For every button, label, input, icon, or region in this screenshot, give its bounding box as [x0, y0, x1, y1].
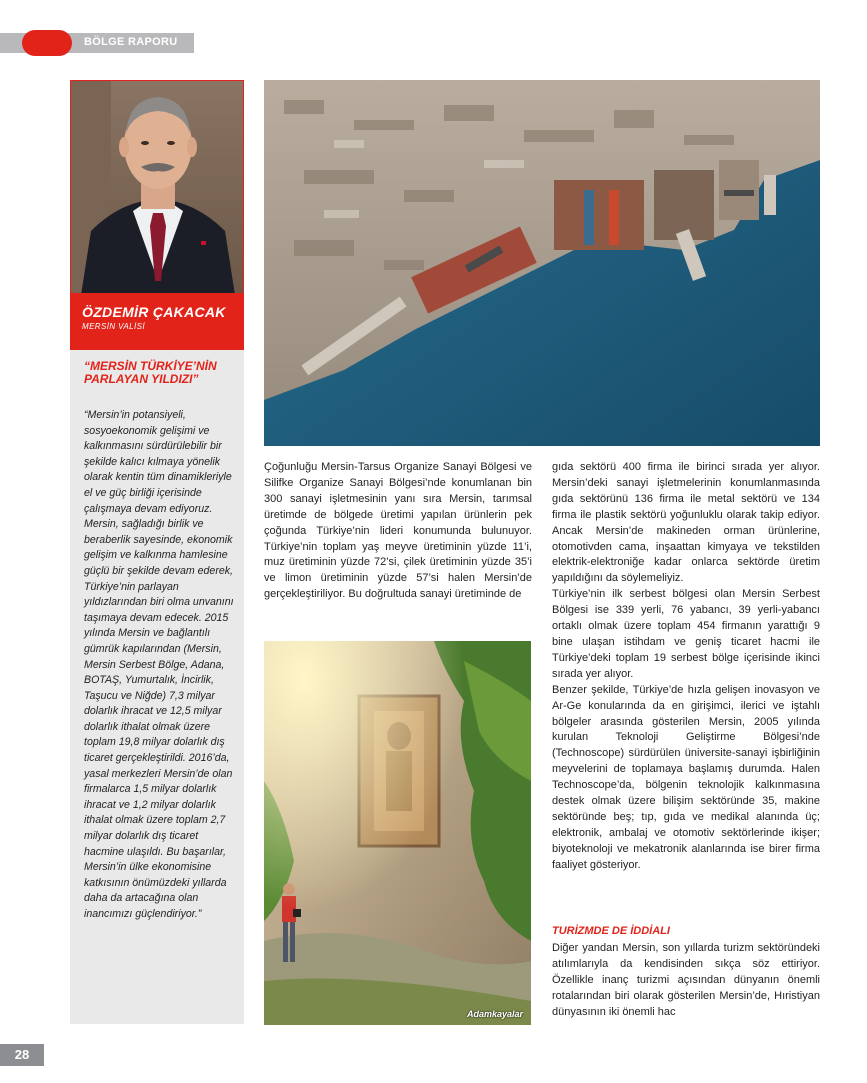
article-paragraph: Diğer yandan Mersin, son yıllarda turizm sektöründeki atılımlarıyla da kendisinden sıkça söz ettiriyor. Özellikle inanç turizmi açısından dünyanın önemli rotalarından biri olarak gösterilen Mersin’de, Hıristiyan dünyasının iki önemli hac — [552, 942, 820, 1018]
article-column-left — [264, 460, 532, 603]
interviewee-name: ÖZDEMİR ÇAKACAK — [82, 304, 226, 320]
section-header-pill — [22, 30, 72, 56]
article-column-right — [552, 460, 820, 874]
article-paragraph: Çoğunluğu Mersin-Tarsus Organize Sanayi Bölgesi ve Silifke Organize Sanayi Bölgesi’nde konumlanan bin 300 sanayi işletmesinin yanı sıra Mersin, tarımsal üretimde de bölgede üretimi yapılan ürünlerin pek çoğunda Türkiye’nin lideri konumunda bulunuyor. Türkiye’nin toplam yaş meyve üretiminin yüzde 11’i, muz üretiminin yüzde 72’si, çilek üretiminin yüzde 35’i ve limon üretiminin yüzde 57’si halen Mersin’de gerçekleştiriliyor. Bu doğrultuda sanayi üretiminde de — [264, 461, 532, 601]
interview-sidebar — [70, 80, 244, 1024]
adamkayalar-image — [264, 641, 531, 1025]
article-column-right-continued — [552, 941, 820, 1021]
adamkayalar-photo — [264, 641, 531, 1025]
portrait-image — [71, 81, 244, 294]
interviewee-role: MERSİN VALİSİ — [82, 322, 145, 331]
article-paragraph: Benzer şekilde, Türkiye’de hızla gelişen inovasyon ve Ar-Ge konularında da en girişimci, ilerici ve iştahlı bölgeler arasında gösterilen Mersin, 2005 yılında kurulan Teknoloji Geliştirme Bölgesi’nde (Technoscope) sürdürülen üniversite-sanayi işbirliğinin meyvelerini de toplamaya başlamış durumda. Halen Technoscope’da, bölgenin teknolojik kalkınmasına destek olmak üzere bilişim sektöründe 35, makine sektöründe beş; tıp, gıda ve medikal alanında üç; elektronik, ambalaj ve otomotiv sektörlerinde ikişer; biyoteknoloji ve mekatronik alanlarında ise birer firma faaliyet gösteriyor. — [552, 683, 820, 871]
port-aerial-image — [264, 80, 820, 446]
section-label: BÖLGE RAPORU — [84, 36, 178, 48]
photo-caption: Adamkayalar — [466, 1009, 523, 1019]
port-aerial-photo — [264, 80, 820, 446]
section-heading: TURİZMDE DE İDDİALI — [552, 925, 670, 937]
quote-body: “Mersin’in potansiyeli, sosyoekonomik gelişimi ve kalkınmasını sürdürülebilir bir şekilde kalıcı kılmaya yönelik olarak kentin tüm dinamikleriyle el ve güç birliği içerisinde çalışmaya devam ediyoruz. Mersin, sağladığı birlik ve beraberlik sayesinde, ekonomik gelişim ve kalkınma hamlesine güçlü bir şekilde devam ederek, Türkiye’nin parlayan yıldızlarından biri olma unvanını taşımaya devam edecek. 2015 yılında Mersin ve bağlantılı gümrük kapılarından (Mersin, Mersin Serbest Bölge, Adana, BOTAŞ, Yumurtalık, İncirlik, Taşucu ve Niğde) 7,3 milyar dolarlık ihracat ve 12,5 milyar dolarlık ithalat olmak üzere toplam 19,8 milyar dolarlık dış ticaret gerçekleştirildi. 2016’da, yasal merkezleri Mersin’de olan firmalarca 1,5 milyar dolarlık ihracat ve 1,2 milyar dolarlık ithalat olmak üzere toplam 2,7 milyar dolarlık dış ticaret hacmine ulaşıldı. Bu başarılar, Mersin’in ülke ekonomisine katkısının önümüzdeki yıllarda daha da artacağına olan inancımızı güçlendiriyor.” — [84, 409, 234, 920]
page-number: 28 — [14, 1047, 30, 1062]
governor-portrait — [70, 80, 244, 294]
article-paragraph: Türkiye’nin ilk serbest bölgesi olan Mersin Serbest Bölgesi ise 339 yerli, 76 yabancı, 39 yerli-yabancı ortaklı olmak üzere toplam 454 firmanın yarattığı 9 bine ulaşan istihdam ve geniş ticaret hacmi ile Türkiye’deki toplam 19 serbest bölge içerisinde ikinci sırada yer alıyor. — [552, 588, 820, 680]
name-box — [70, 294, 244, 350]
article-paragraph: gıda sektörü 400 firma ile birinci sırada yer alıyor. Mersin’deki sanayi işletmelerinin konumlanmasında gıda sektörünü 136 firma ile metal sektörü ve 134 firma ile plastik sektörü yoğunluklu olarak takip ediyor. Ancak Mersin’de makineden orman ürünlerine, otomotivden cama, inşaattan kimyaya ve tekstilden elektrik-elektroniğe kadar onlarca sektörde üretim yapıldığını da söylemeliyiz. — [552, 461, 820, 585]
quote-title: “MERSİN TÜRKİYE’NİN PARLAYAN YILDIZI” — [84, 359, 217, 386]
